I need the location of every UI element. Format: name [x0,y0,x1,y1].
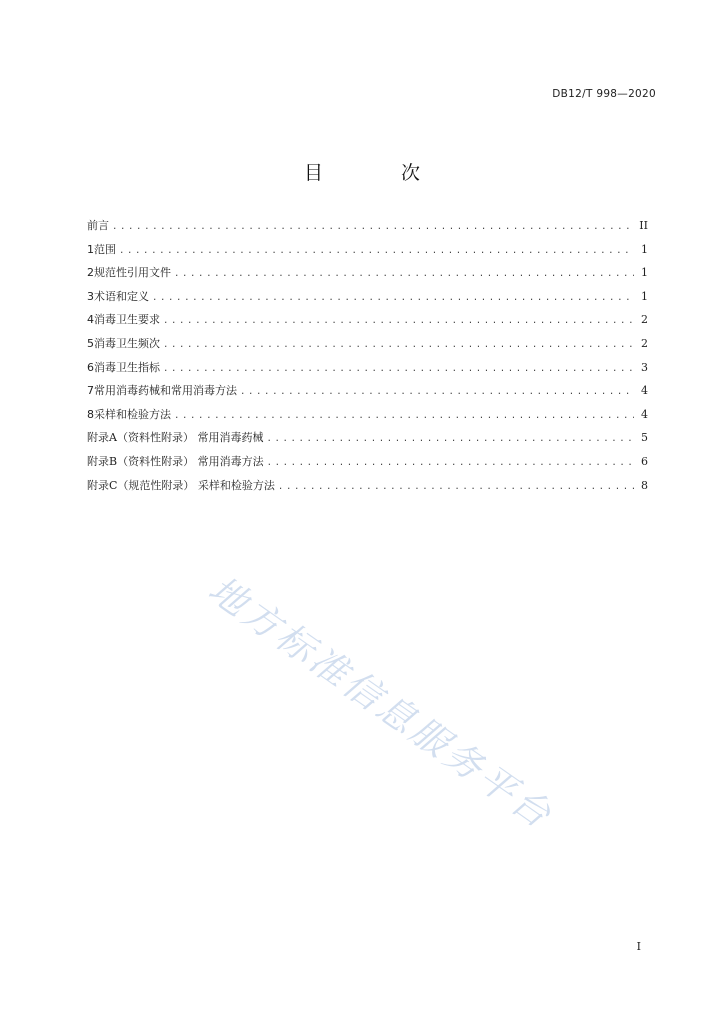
toc-section-number: 4 [87,313,94,327]
watermark-text: 地方标准信息服务平台 [200,567,562,839]
toc-dot-leader [119,246,634,256]
toc-page-number: 4 [641,384,648,398]
toc-page-number: 5 [641,431,648,445]
toc-entry-label: 采样和检验方法 [94,407,171,421]
toc-page-number: II [639,219,648,232]
toc-entry-2[interactable] [87,264,648,288]
toc-entry-foreword[interactable] [87,217,648,241]
toc-entry-appendix-b[interactable] [87,453,648,477]
toc-section-number: 1 [87,242,94,256]
toc-entry-label: 范围 [94,242,116,256]
toc-entry-label: 消毒卫生频次 [94,336,160,350]
toc-page-number: 6 [641,454,648,468]
toc-page-number: 3 [641,360,648,374]
toc-entry-label: 规范性引用文件 [94,266,171,280]
toc-entry-5[interactable] [87,335,648,359]
table-of-contents [87,217,648,500]
toc-page-number: 2 [641,313,648,327]
toc-page-number: 4 [641,407,648,421]
toc-entry-8[interactable] [87,406,648,430]
toc-dot-leader [174,269,634,279]
toc-entry-label: 消毒卫生要求 [94,313,160,327]
toc-dot-leader [266,434,634,444]
toc-entry-label: 附录B（资料性附录） 常用消毒方法 [87,454,264,468]
toc-page-number: 8 [641,478,648,492]
toc-page-number: 1 [641,289,648,303]
toc-entry-appendix-c[interactable] [87,477,648,501]
toc-section-number: 3 [87,289,94,303]
document-code: DB12/T 998—2020 [552,88,656,100]
toc-dot-leader [163,364,634,374]
toc-dot-leader [240,387,634,397]
page-number: I [636,940,641,953]
toc-section-number: 6 [87,360,94,374]
toc-entry-label: 附录C（规范性附录） 采样和检验方法 [87,478,275,492]
toc-entry-1[interactable] [87,241,648,265]
toc-entry-label: 消毒卫生指标 [94,360,160,374]
toc-entry-label: 术语和定义 [94,289,149,303]
toc-page-number: 1 [641,266,648,280]
toc-page-number: 2 [641,336,648,350]
toc-dot-leader [163,340,634,350]
toc-page-number: 1 [641,242,648,256]
toc-entry-3[interactable] [87,288,648,312]
toc-dot-leader [112,222,634,232]
toc-entry-4[interactable] [87,311,648,335]
toc-dot-leader [278,482,634,492]
toc-section-number: 5 [87,336,94,350]
toc-dot-leader [174,411,634,421]
toc-title: 目 次 [303,162,457,184]
toc-dot-leader [152,293,634,303]
toc-entry-7[interactable] [87,382,648,406]
toc-dot-leader [163,316,634,326]
toc-entry-appendix-a[interactable] [87,429,648,453]
toc-section-number: 8 [87,407,94,421]
toc-section-number: 7 [87,384,94,398]
toc-entry-label: 常用消毒药械和常用消毒方法 [94,384,237,398]
toc-dot-leader [267,458,634,468]
toc-entry-label: 附录A（资料性附录） 常用消毒药械 [87,431,264,445]
toc-entry-6[interactable] [87,359,648,383]
toc-section-number: 2 [87,266,94,280]
toc-entry-label: 前言 [87,219,109,232]
